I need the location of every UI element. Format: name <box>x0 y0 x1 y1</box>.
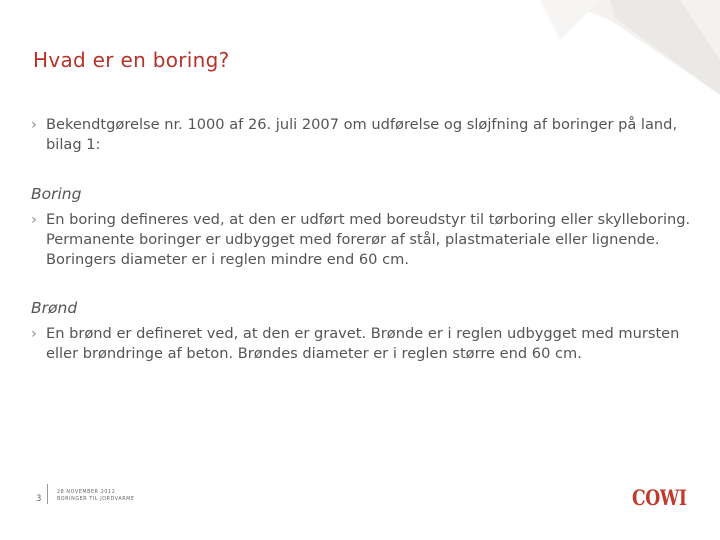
section-heading-boring: Boring <box>31 185 82 203</box>
slide-title: Hvad er en boring? <box>33 48 230 72</box>
bullet-marker: › <box>31 116 37 133</box>
intro-bullet-text: Bekendtgørelse nr. 1000 af 26. juli 2007 om udførelse og sløjfning af boringer på land, bilag 1: <box>46 116 678 153</box>
footer-meta <box>57 489 135 503</box>
footer-subtitle: BORINGER TIL JORDVARME <box>57 497 135 502</box>
boring-bullet-text: En boring defineres ved, at den er udført med boreudstyr til tørboring eller skylleboring. Permanente boringer er udbygget med forerør af stål, plastmateriale eller lignende. Boringers diameter er i reglen mindre end 60 cm. <box>46 211 691 268</box>
footer-divider <box>47 484 48 504</box>
page-number: 3 <box>36 494 42 504</box>
boring-bullet <box>31 210 691 270</box>
broend-bullet-text: En brønd er defineret ved, at den er gravet. Brønde er i reglen udbygget med mursten eller brøndringe af beton. Brøndes diameter er i reglen større end 60 cm. <box>46 325 680 362</box>
cowi-logo: COWI <box>632 485 687 510</box>
bullet-marker: › <box>31 325 37 342</box>
broend-bullet <box>31 324 691 364</box>
intro-bullet <box>31 115 691 155</box>
section-heading-broend: Brønd <box>31 299 78 317</box>
bullet-marker: › <box>31 211 37 228</box>
footer-date: 28 NOVEMBER 2012 <box>57 490 116 495</box>
